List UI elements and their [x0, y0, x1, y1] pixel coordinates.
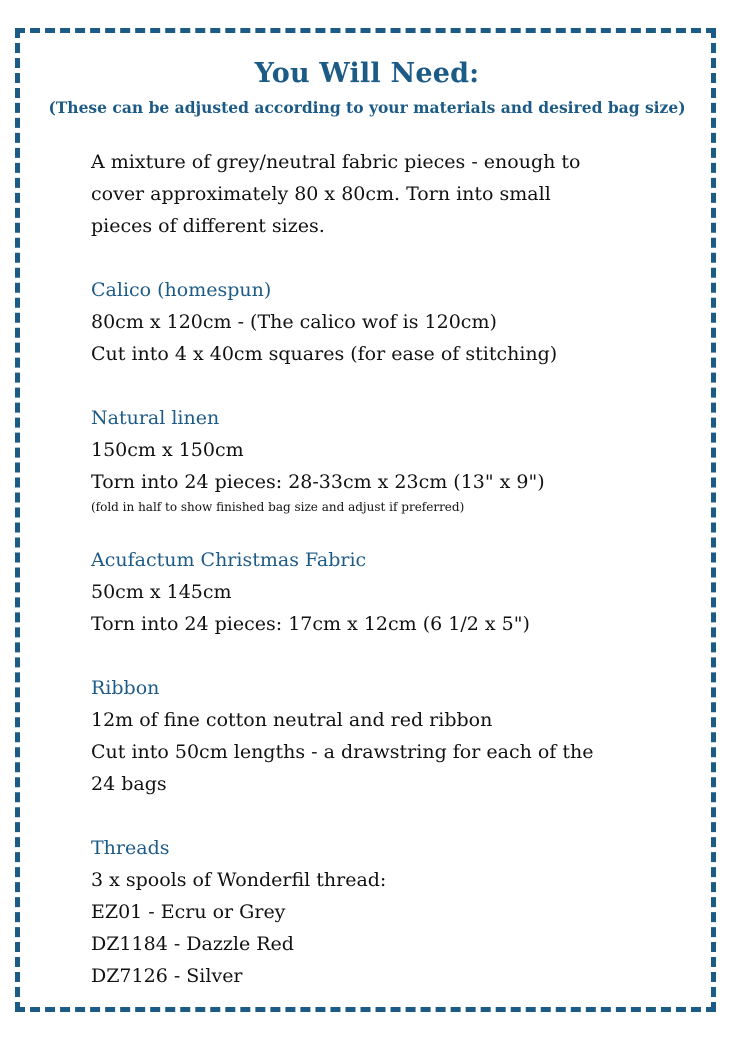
section-line: 80cm x 120cm - (The calico wof is 120cm) — [91, 311, 497, 333]
section-line: 150cm x 150cm — [91, 439, 244, 461]
section-ribbon — [91, 672, 651, 800]
section-acufactum — [91, 544, 651, 640]
materials-list — [91, 146, 651, 992]
section-line: Cut into 50cm lengths - a drawstring for each of the — [91, 741, 594, 763]
section-line: EZ01 - Ecru or Grey — [91, 901, 286, 923]
intro-line: pieces of different sizes. — [91, 215, 325, 237]
section-heading-acufactum: Acufactum Christmas Fabric — [91, 549, 367, 571]
section-calico — [91, 274, 651, 370]
intro-line: A mixture of grey/neutral fabric pieces - enough to — [91, 151, 581, 173]
section-line: Torn into 24 pieces: 17cm x 12cm (6 1/2 x 5") — [91, 613, 530, 635]
section-line: DZ7126 - Silver — [91, 965, 243, 987]
section-line: DZ1184 - Dazzle Red — [91, 933, 294, 955]
section-heading-ribbon: Ribbon — [91, 677, 160, 699]
intro-line: cover approximately 80 x 80cm. Torn into small — [91, 183, 551, 205]
section-note: (fold in half to show finished bag size and adjust if preferred) — [91, 500, 465, 514]
section-threads — [91, 832, 651, 992]
section-line: 12m of fine cotton neutral and red ribbon — [91, 709, 493, 731]
section-line: Cut into 4 x 40cm squares (for ease of stitching) — [91, 343, 558, 365]
section-line: Torn into 24 pieces: 28-33cm x 23cm (13" x 9") — [91, 471, 545, 493]
page-subtitle: (These can be adjusted according to your materials and desired bag size) — [48, 98, 686, 117]
section-linen — [91, 402, 651, 516]
section-line: 3 x spools of Wonderfil thread: — [91, 869, 387, 891]
section-line: 24 bags — [91, 773, 167, 795]
section-heading-calico: Calico (homespun) — [91, 279, 272, 301]
section-heading-threads: Threads — [91, 837, 170, 859]
section-line: 50cm x 145cm — [91, 581, 232, 603]
section-heading-linen: Natural linen — [91, 407, 220, 429]
intro-block — [91, 146, 651, 242]
page-title: You Will Need: — [254, 58, 480, 89]
